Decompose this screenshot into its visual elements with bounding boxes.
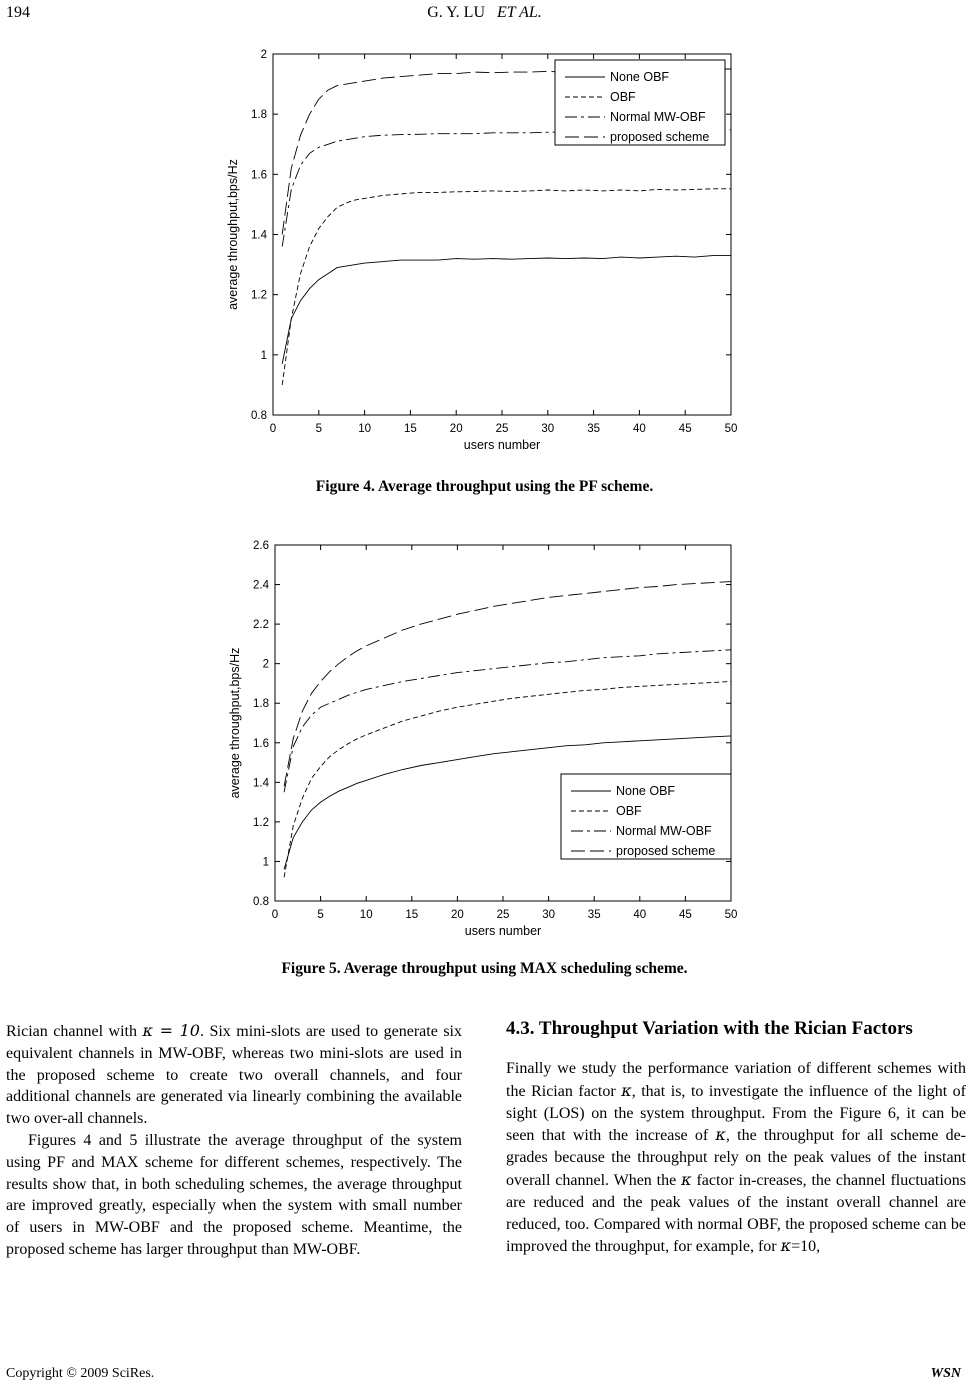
figure-5-caption: Figure 5. Average throughput using MAX scheduling scheme. [281, 960, 688, 977]
x-tick-label: 30 [542, 909, 555, 921]
x-tick-label: 15 [405, 909, 419, 921]
y-tick-label: 1.6 [251, 169, 267, 182]
x-tick-label: 15 [404, 423, 417, 435]
series-line [284, 650, 731, 792]
x-tick-label: 0 [271, 909, 279, 921]
legend-entry: None OBF [616, 784, 676, 798]
y-tick-label: 2.6 [253, 540, 269, 552]
y-tick-label: 2.4 [253, 579, 269, 592]
right-paragraph [506, 1058, 966, 1258]
left-paragraph-2: Figures 4 and 5 illustrate the average throughput of the system using PF and MAX scheme for different schemes, respectively. The results show that, in both scheduling schemes, the average throughput are improved greatly, especially when the system with small number of users in MW-OBF and the proposed scheme. Meantime, the proposed scheme has larger throughput than MW-OBF. [6, 1131, 462, 1258]
rp-s1: Finally we study the performance variation of different schemes with the Rician factor [506, 1060, 966, 1100]
y-tick-label: 1 [262, 856, 269, 869]
legend-entry: Normal MW-OBF [616, 824, 712, 838]
x-tick-label: 40 [633, 909, 647, 921]
x-axis-label: users number [464, 924, 542, 938]
kappa-symbol-2: κ [715, 1125, 726, 1145]
left-paragraph-1 [6, 1020, 462, 1130]
x-tick-label: 45 [679, 909, 692, 921]
x-tick-label: 40 [633, 423, 646, 435]
legend-entry: OBF [616, 804, 642, 818]
kappa-symbol-3: κ [681, 1169, 692, 1189]
y-axis-label: average throughput,bps/Hz [228, 647, 242, 799]
footer-copyright: Copyright © 2009 SciRes. [6, 1366, 155, 1381]
header-et-al: ET AL. [497, 4, 542, 21]
section-heading: 4.3. Throughput Variation with the Rician Factors [506, 1018, 913, 1039]
y-tick-label: 1.4 [251, 229, 267, 242]
y-tick-label: 2 [262, 658, 269, 671]
x-tick-label: 0 [269, 423, 277, 435]
left-column [6, 1020, 462, 1261]
legend-entry: Normal MW-OBF [610, 110, 706, 124]
y-tick-label: 1 [260, 349, 267, 362]
kappa-symbol-1: κ [621, 1080, 632, 1100]
y-tick-label: 2 [260, 49, 267, 61]
y-tick-label: 1.2 [251, 289, 267, 302]
x-tick-label: 35 [587, 909, 601, 921]
x-tick-label: 10 [358, 423, 371, 435]
x-tick-label: 45 [678, 423, 692, 435]
x-tick-label: 20 [451, 909, 464, 921]
x-tick-label: 30 [541, 423, 555, 435]
legend-entry: proposed scheme [616, 844, 716, 858]
legend-entry: None OBF [610, 70, 670, 84]
x-tick-label: 5 [317, 909, 324, 921]
p1-rest: . Six mini-slots are used to generate six equivalent channels in MW-OBF, whereas two mini-slots are used in the proposed scheme to create two overall channels, and four additional channels are generated via linearly combining the available two over-all channels. [6, 1023, 463, 1128]
rp-s2: , that is, to investigate the influence of the light of sight (LOS) on the system throughput. From the Figure 6, it can be seen that with the increase of [506, 1082, 966, 1145]
rp-s4: factor in-creases, the channel fluctuations are reduced and the peak values of the instant overall channel are reduced, too. Compared with normal OBF, the proposed scheme can be improved the throughput, for example, for [506, 1171, 967, 1256]
y-tick-label: 1.8 [253, 698, 269, 711]
x-tick-label: 20 [449, 423, 463, 435]
kappa-symbol-4: κ [780, 1236, 792, 1256]
x-tick-label: 5 [315, 423, 323, 435]
x-tick-label: 50 [724, 909, 738, 921]
legend-entry: OBF [610, 90, 636, 104]
y-tick-label: 1.4 [253, 777, 269, 790]
x-tick-label: 35 [587, 423, 600, 435]
figure-4-caption: Figure 4. Average throughput using the PF scheme. [315, 478, 654, 495]
rp-s5: =10, [791, 1238, 821, 1256]
x-tick-label: 25 [496, 909, 510, 921]
y-tick-label: 2.2 [253, 619, 269, 632]
page-number: 194 [6, 4, 30, 21]
x-tick-label: 10 [359, 909, 373, 921]
footer-journal: WSN [930, 1366, 961, 1381]
series-line [284, 582, 731, 787]
y-tick-label: 1.2 [253, 816, 269, 829]
y-tick-label: 0.8 [253, 896, 269, 908]
rp-s3: , the throughput for all scheme de-grades because the throughput rely on the peak values of the instant overall channel. When the [506, 1127, 967, 1189]
x-tick-label: 50 [724, 423, 738, 435]
right-column [506, 1018, 966, 1258]
y-axis-label: average throughput,bps/Hz [226, 159, 240, 310]
p1-start: Rician channel with [6, 1023, 137, 1040]
x-axis-label: users number [463, 438, 541, 452]
legend-entry: proposed scheme [610, 130, 710, 144]
kappa-equation: κ = 10 [142, 1021, 200, 1040]
y-tick-label: 1.8 [251, 109, 267, 122]
y-tick-label: 1.6 [253, 737, 269, 750]
x-tick-label: 25 [495, 423, 509, 435]
y-tick-label: 0.8 [251, 410, 267, 422]
header-author: G. Y. LU [427, 4, 485, 21]
